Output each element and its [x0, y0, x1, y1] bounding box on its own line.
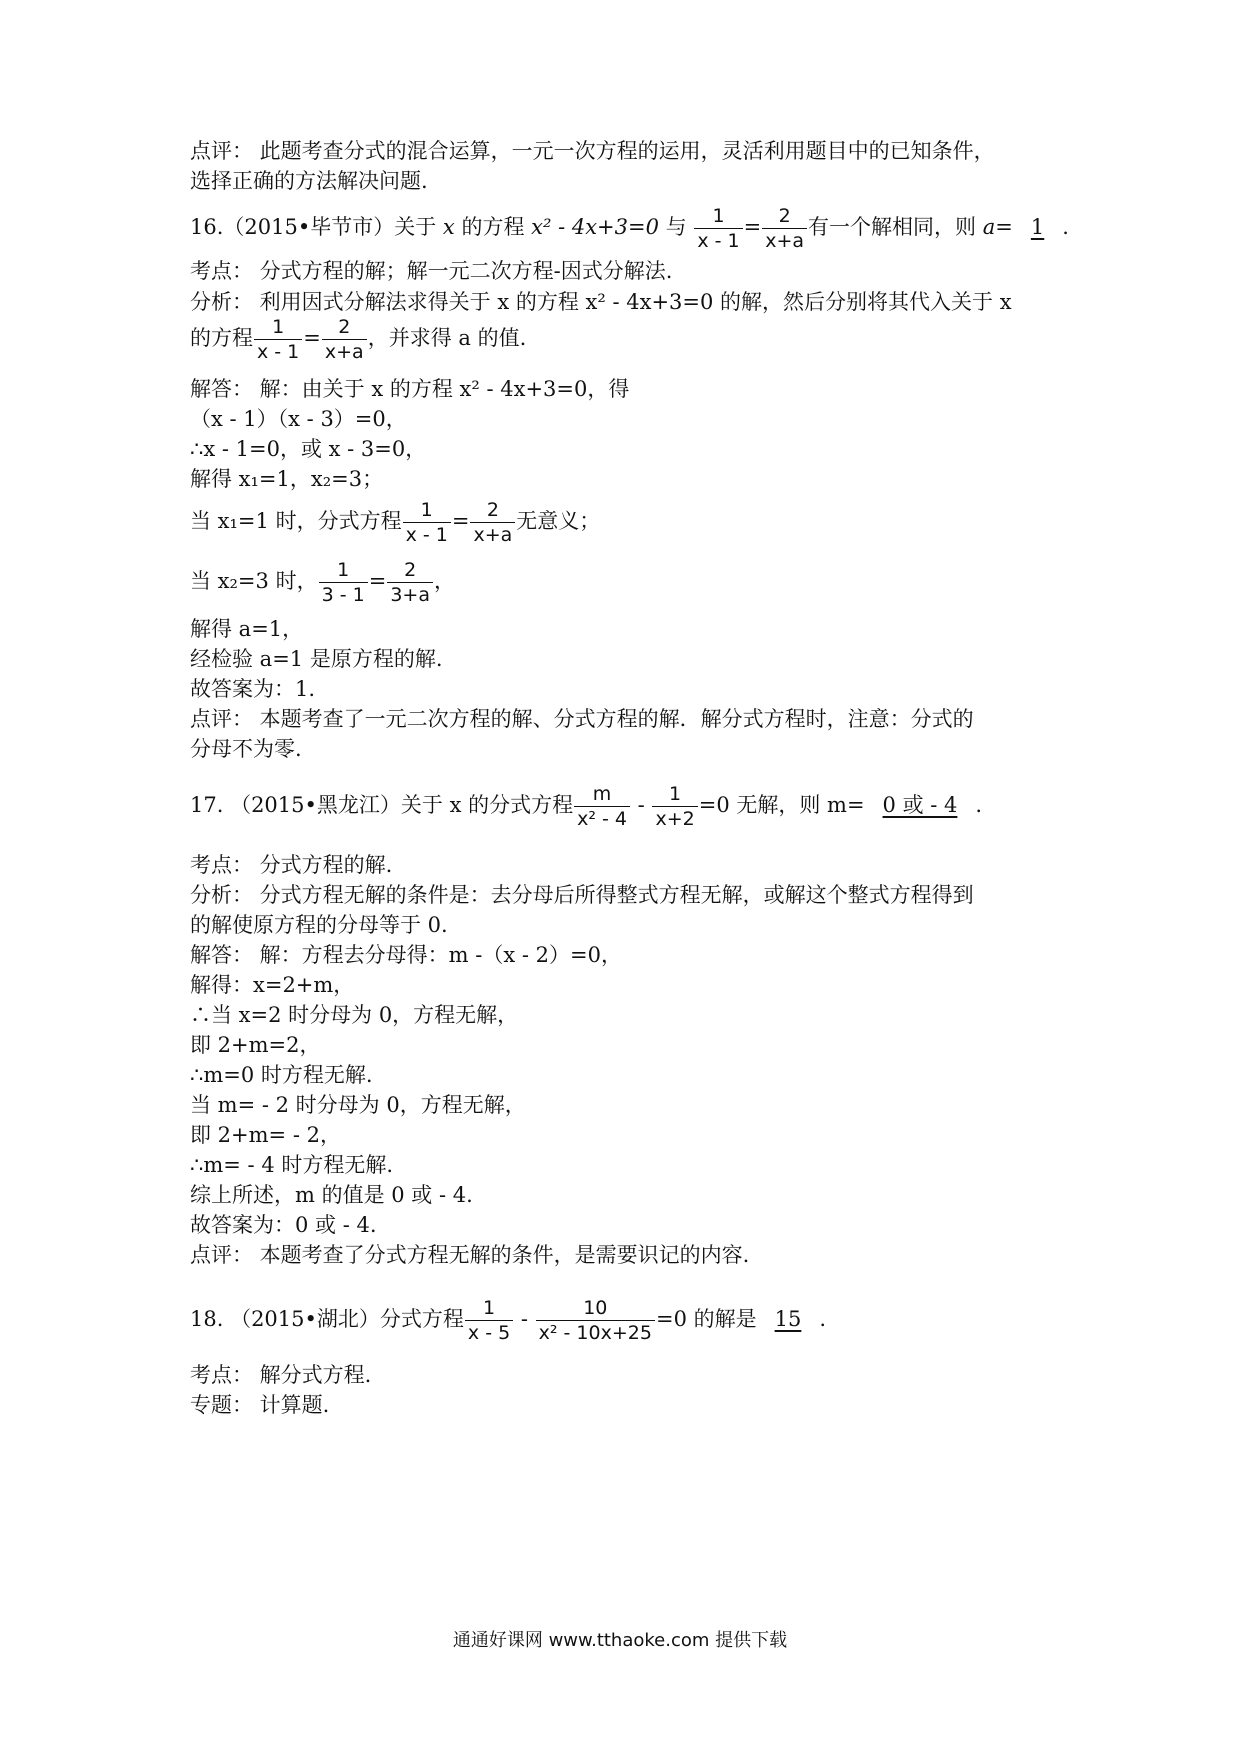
- q17-analysis-2: 的解使原方程的分母等于 0.: [190, 913, 448, 937]
- q17-solution-10: 故答案为：0 或 - 4.: [190, 1213, 377, 1237]
- fraction: $\frac{1}{x+2}$: [652, 782, 697, 831]
- answer-blank: 0 或 - 4: [882, 793, 958, 817]
- fraction: $\frac{1}{3 - 1}$: [319, 558, 368, 607]
- q16-solution-3: ∴x - 1=0，或 x - 3=0，: [190, 437, 427, 461]
- q16-solution-7: 解得 a=1，: [190, 617, 304, 641]
- fraction: $\frac{2}{x+a}$: [322, 315, 367, 364]
- question-18: 18. （2015•湖北）分式方程 $\frac{1}{x - 5}$ - $\frac{10}{\text{x² - 10x+25}}$ =0 的解是 15 .: [190, 1297, 827, 1344]
- fraction: $\frac{1}{x - 5}$: [465, 1296, 513, 1345]
- q18-topic: 专题： 计算题.: [190, 1393, 330, 1417]
- q16-equation: x² - 4x+3=0: [531, 215, 659, 239]
- q17-analysis-1: 分析： 分式方程无解的条件是：去分母后所得整式方程无解，或解这个整式方程得到: [190, 883, 974, 907]
- q16-after: 有一个解相同，则: [808, 215, 977, 239]
- q16-solution-6: 当 x₂=3 时， $\frac{1}{3 - 1}$ = $\frac{2}{3+a}$ ，: [190, 559, 455, 606]
- answer-blank: 15: [774, 1307, 802, 1331]
- q16-solution-9: 故答案为：1.: [190, 677, 316, 701]
- q17-solution-6: 当 m= - 2 时分母为 0，方程无解，: [190, 1093, 526, 1117]
- q17-solution-2: 解得：x=2+m，: [190, 973, 355, 997]
- q16-solution-1: 解答： 解：由关于 x 的方程 x² - 4x+3=0，得: [190, 377, 630, 401]
- fraction: $\frac{1}{x - 1}$: [254, 315, 302, 364]
- fraction: $\frac{1}{x - 1}$: [403, 498, 451, 547]
- q17-solution-8: ∴m= - 4 时方程无解.: [190, 1153, 394, 1177]
- q16-key-point: 考点： 分式方程的解；解一元二次方程-因式分解法.: [190, 259, 673, 283]
- q16-with: 与: [665, 215, 687, 239]
- q16-solution-2: （x - 1）（x - 3）=0，: [190, 407, 407, 431]
- review-line-2: 选择正确的方法解决问题.: [190, 169, 428, 193]
- q17-solution-9: 综上所述，m 的值是 0 或 - 4.: [190, 1183, 473, 1207]
- q17-solution-1: 解答： 解：方程去分母得：m -（x - 2）=0，: [190, 943, 622, 967]
- q16-intro: 16.（2015•毕节市）关于: [190, 215, 437, 239]
- fraction: $\frac{1}{x - 1}$: [694, 204, 742, 253]
- fraction: $\frac{2}{x+a}$: [762, 204, 807, 253]
- q18-key-point: 考点： 解分式方程.: [190, 1363, 372, 1387]
- q17-solution-4: 即 2+m=2，: [190, 1033, 321, 1057]
- question-17: 17. （2015•黑龙江）关于 x 的分式方程 $\frac{m}{\text{x² - 4}}$ - $\frac{1}{x+2}$ =0 无解，则 m= 0 或 - 4 .: [190, 783, 983, 830]
- q16-solution-5: 当 x₁=1 时，分式方程 $\frac{1}{x - 1}$ = $\frac{2}{x+a}$ 无意义；: [190, 499, 601, 546]
- q17-solution-7: 即 2+m= - 2，: [190, 1123, 341, 1147]
- q16-solution-8: 经检验 a=1 是原方程的解.: [190, 647, 443, 671]
- page-footer: 通通好课网 www.tthaoke.com 提供下载: [452, 1630, 788, 1651]
- q16-mid: 的方程: [461, 215, 525, 239]
- q16-analysis-2: 的方程 $\frac{1}{x - 1}$ = $\frac{2}{x+a}$ ，并求得 a 的值.: [190, 316, 527, 363]
- q16-review-2: 分母不为零.: [190, 737, 302, 761]
- q16-analysis-1: 分析： 利用因式分解法求得关于 x 的方程 x² - 4x+3=0 的解，然后分别将其代入关于 x: [190, 290, 1012, 314]
- q17-solution-3: ∴当 x=2 时分母为 0，方程无解，: [190, 1003, 519, 1027]
- q17-solution-5: ∴m=0 时方程无解.: [190, 1063, 373, 1087]
- fraction: $\frac{2}{3+a}$: [387, 558, 433, 607]
- q16-solution-4: 解得 x₁=1，x₂=3；: [190, 467, 384, 491]
- answer-blank: 1: [1030, 215, 1045, 239]
- fraction: $\frac{2}{x+a}$: [470, 498, 515, 547]
- review-line-1: 点评： 此题考查分式的混合运算，一元一次方程的运用，灵活利用题目中的已知条件，: [190, 139, 995, 163]
- fraction: $\frac{m}{\text{x² - 4}}$: [574, 782, 630, 831]
- q16-review-1: 点评： 本题考查了一元二次方程的解、分式方程的解．解分式方程时，注意：分式的: [190, 707, 974, 731]
- q17-review: 点评： 本题考查了分式方程无解的条件，是需要识记的内容.: [190, 1243, 750, 1267]
- question-16: 16.（2015•毕节市）关于 x 的方程 x² - 4x+3=0 与 $\frac{1}{x - 1}$ = $\frac{2}{x+a}$ 有一个解相同，则 a= 1 .: [190, 205, 1069, 252]
- q17-key-point: 考点： 分式方程的解.: [190, 853, 393, 877]
- fraction: $\frac{10}{\text{x² - 10x+25}}$: [536, 1296, 655, 1345]
